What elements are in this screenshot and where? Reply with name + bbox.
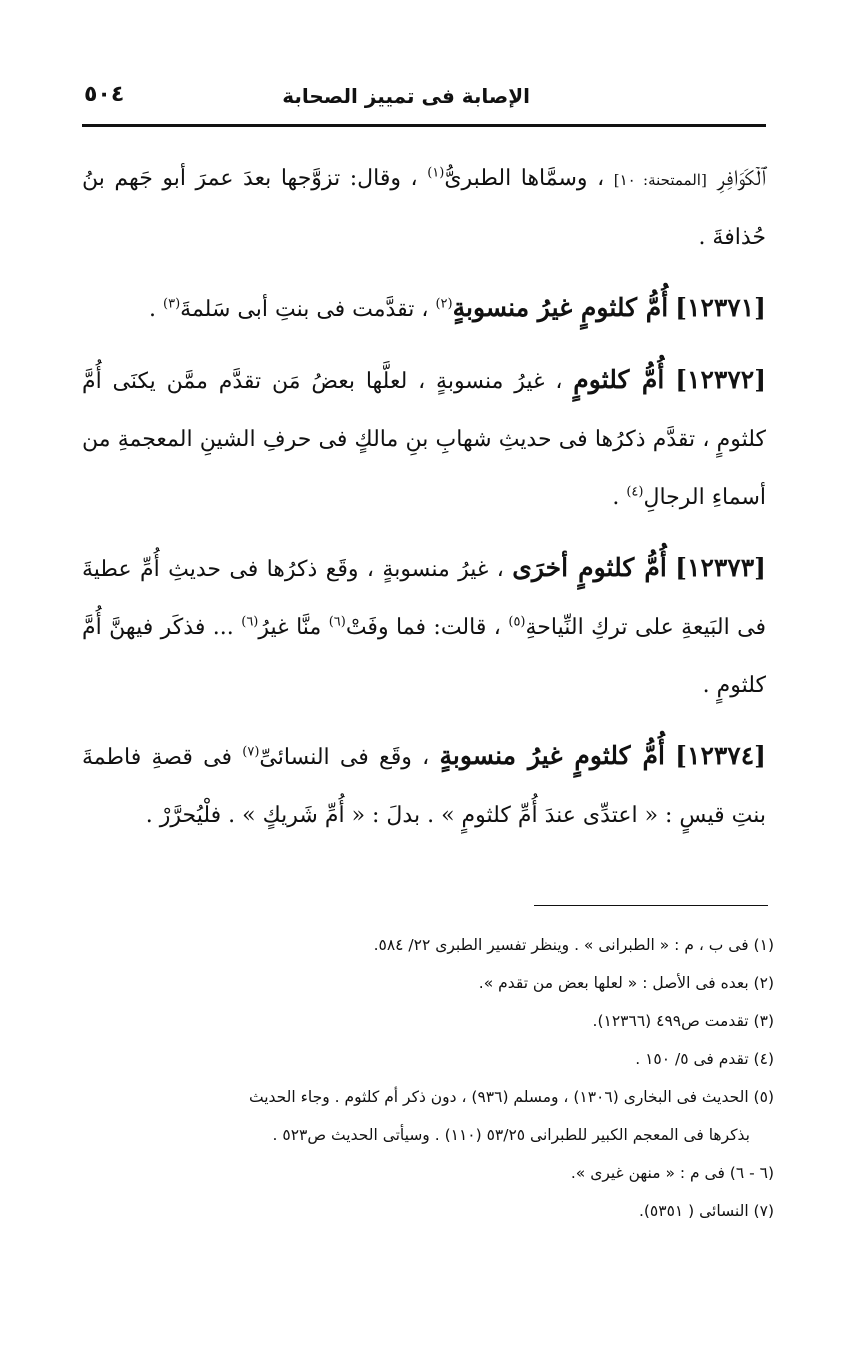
page-header [82,78,766,120]
paragraph-text: ، تقدَّمت فى بنتِ أبى سَلمةَ [180,297,429,322]
entry-name: أُمُّ كلثومٍ [573,365,665,394]
entry-12374 [82,727,766,845]
footnote-ref: (٥) [508,614,526,630]
footnote-separator [534,905,768,906]
entry-12373 [82,539,766,715]
footnote-ref: (٤) [626,484,644,500]
footnote-ref: (٢) [435,296,453,312]
entry-number: [١٢٣٧١] [675,293,766,322]
footnote-5-continuation: بذكرها فى المعجم الكبير للطبرانى ٥٣/٢٥ (١١٠) . وسيأتى الحديث ص٥٢٣ . [272,1126,750,1144]
paragraph-text: ، وقَع فى النسائىِّ [259,745,430,770]
entry-name: أُمُّ كلثومٍ غيرُ منسوبةٍ [439,741,665,770]
paragraph-text: فى قصةِ فاطمةَ بنتِ قيسٍ : « اعتدِّى عندَ أُمِّ كلثومٍ » . بدلَ : « أُمِّ شَريكٍ » . فلْيُحرَّرْ . [82,745,766,828]
footnote-3: (٣) تقدمت ص٤٩٩ (١٢٣٦٦). [592,1012,774,1030]
footnote-6: (٦ - ٦) فى م : « منهن غيرى ». [570,1164,774,1182]
footnotes [82,926,774,1230]
footnote-2: (٢) بعده فى الأصل : « لعلها بعض من تقدم ». [478,974,774,992]
entry-name: أُمُّ كلثومٍ أخرَى [512,553,667,582]
paragraph-continuation [82,150,766,267]
footnote-ref: (٧) [242,744,260,760]
running-title: الإصابة فى تمييز الصحابة [282,84,530,108]
quran-reference: [الممتحنة: ١٠] [613,171,707,189]
paragraph-text: ، غيرُ منسوبةٍ ، وقَع ذكرُها فى حديثِ أُمِّ عطيةَ فى البَيعةِ على تركِ النِّياحةِ [82,557,766,640]
quran-quote: ﭐﻟۡﻜَﻮَاﻓِﺮِ [716,166,767,191]
footnote-4: (٤) تقدم فى ٥/ ١٥٠ . [635,1050,774,1068]
footnote-7: (٧) النسائى ( ٥٣٥١). [638,1202,774,1220]
paragraph-text: ، قالت: فما وفَتْ [345,615,501,640]
entry-name: أُمُّ كلثومٍ غيرُ منسوبةٍ [452,293,669,322]
footnote-5: (٥) الحديث فى البخارى (١٣٠٦) ، ومسلم (٩٣٦) ، دون ذكر أم كلثوم . وجاء الحديث [248,1088,774,1106]
paragraph-text: ، وسمَّاها الطبرىُّ [444,166,605,191]
footnote-ref: (٣) [163,296,181,312]
footnote-ref: (١) [427,165,445,181]
entry-number: [١٢٣٧٣] [675,553,766,582]
footnote-ref: (٦) [241,614,259,630]
entry-12372 [82,351,766,527]
page-number: ٥٠٤ [84,82,125,107]
main-text [82,150,766,857]
entry-12371 [82,279,766,339]
footnote-ref: (٦) [328,614,346,630]
paragraph-text: ... فذكَر فيهنَّ أُمَّ كلثومٍ . [82,615,766,698]
paragraph-text: . [612,485,620,510]
paragraph-text: ، غيرُ منسوبةٍ ، لعلَّها بعضُ مَن تقدَّم ممَّن يكنَى أُمَّ كلثومٍ ، تقدَّم ذكرُها فى حديثِ شهابِ بنِ مالكٍ فى حرفِ الشينِ المعجمةِ من أسماءِ الرجالِ [82,369,766,510]
header-rule [82,124,766,127]
footnote-1: (١) فى ب ، م : « الطبرانى » . وينظر تفسير الطبرى ٢٢/ ٥٨٤. [373,936,774,954]
paragraph-text: . [149,297,157,322]
entry-number: [١٢٣٧٤] [675,741,766,770]
paragraph-text: ، وقال: تزوَّجها بعدَ عمرَ أبو جَهم بنُ حُذافةَ . [82,166,766,250]
entry-number: [١٢٣٧٢] [675,365,767,394]
paragraph-text: منَّا غيرُ [258,615,322,640]
